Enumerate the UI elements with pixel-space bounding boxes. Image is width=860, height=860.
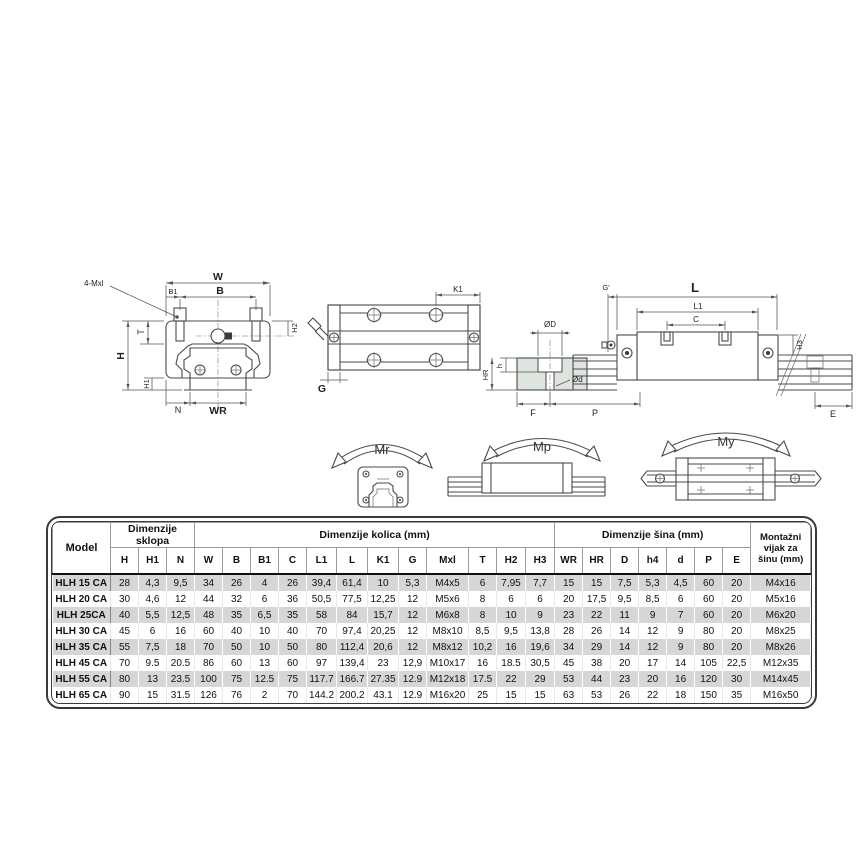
side-p-label: P bbox=[591, 408, 599, 418]
value-cell: 22 bbox=[497, 671, 526, 687]
value-cell: 70 bbox=[307, 623, 337, 639]
value-cell: 2 bbox=[251, 687, 279, 703]
value-cell: 12,9 bbox=[399, 655, 427, 671]
column-header: h4 bbox=[639, 548, 667, 575]
value-cell: 4,6 bbox=[139, 591, 167, 607]
value-cell: 26 bbox=[611, 687, 639, 703]
value-cell: 10 bbox=[497, 607, 526, 623]
top-g-label: G bbox=[317, 383, 327, 395]
side-h3-label: H3 bbox=[795, 340, 804, 350]
value-cell: 20 bbox=[723, 623, 751, 639]
value-cell: M8x10 bbox=[427, 623, 469, 639]
value-cell: 7,5 bbox=[611, 574, 639, 591]
value-cell: 18 bbox=[667, 687, 695, 703]
value-cell: 26 bbox=[223, 574, 251, 591]
value-cell: 13,8 bbox=[526, 623, 555, 639]
value-cell: 32 bbox=[223, 591, 251, 607]
value-cell: M14x45 bbox=[751, 671, 811, 687]
value-cell: 34 bbox=[195, 574, 223, 591]
value-cell: 9,5 bbox=[497, 623, 526, 639]
value-cell: 60 bbox=[695, 591, 723, 607]
value-cell: 30 bbox=[111, 591, 139, 607]
value-cell: M5x6 bbox=[427, 591, 469, 607]
front-t-label: T bbox=[136, 329, 146, 335]
model-cell: HLH 45 CA bbox=[53, 655, 111, 671]
value-cell: 200.2 bbox=[337, 687, 368, 703]
column-header: E bbox=[723, 548, 751, 575]
moment-mp-diagram bbox=[435, 423, 615, 518]
value-cell: M4x16 bbox=[751, 574, 811, 591]
column-header: HR bbox=[583, 548, 611, 575]
value-cell: M12x18 bbox=[427, 671, 469, 687]
column-header: T bbox=[469, 548, 497, 575]
column-header: d bbox=[667, 548, 695, 575]
value-cell: 20 bbox=[723, 639, 751, 655]
my-label: My bbox=[717, 434, 735, 449]
dimension-table-frame bbox=[46, 516, 817, 709]
group-header-mont: Montažni vijak za šinu (mm) bbox=[751, 523, 811, 575]
group-header-sklop: Dimenzije sklopa bbox=[111, 523, 195, 548]
model-header: Model bbox=[53, 523, 111, 575]
model-cell: HLH 55 CA bbox=[53, 671, 111, 687]
value-cell: 5,5 bbox=[139, 607, 167, 623]
top-view-geometry bbox=[308, 292, 480, 383]
value-cell: 20 bbox=[723, 574, 751, 591]
value-cell: 12.9 bbox=[399, 687, 427, 703]
value-cell: 70 bbox=[195, 639, 223, 655]
value-cell: 7,5 bbox=[139, 639, 167, 655]
column-header: W bbox=[195, 548, 223, 575]
value-cell: 97,4 bbox=[337, 623, 368, 639]
value-cell: M5x16 bbox=[751, 591, 811, 607]
value-cell: 25 bbox=[469, 687, 497, 703]
value-cell: 50 bbox=[223, 639, 251, 655]
value-cell: 12 bbox=[639, 623, 667, 639]
model-cell: HLH 15 CA bbox=[53, 574, 111, 591]
value-cell: 14 bbox=[611, 639, 639, 655]
front-view-drawing bbox=[80, 270, 305, 425]
value-cell: 13 bbox=[251, 655, 279, 671]
value-cell: 53 bbox=[583, 687, 611, 703]
front-n-label: N bbox=[174, 405, 182, 415]
value-cell: 75 bbox=[223, 671, 251, 687]
column-header: Mxl bbox=[427, 548, 469, 575]
front-view-geometry bbox=[110, 281, 294, 412]
value-cell: 43.1 bbox=[368, 687, 399, 703]
value-cell: 15 bbox=[583, 574, 611, 591]
value-cell: 7,95 bbox=[497, 574, 526, 591]
value-cell: 105 bbox=[695, 655, 723, 671]
value-cell: 12 bbox=[167, 591, 195, 607]
value-cell: 76 bbox=[223, 687, 251, 703]
value-cell: 6 bbox=[667, 591, 695, 607]
value-cell: 97 bbox=[307, 655, 337, 671]
value-cell: 40 bbox=[223, 623, 251, 639]
value-cell: 50 bbox=[279, 639, 307, 655]
value-cell: 35 bbox=[279, 607, 307, 623]
value-cell: 12 bbox=[639, 639, 667, 655]
side-g2-label: G' bbox=[602, 283, 610, 292]
column-header: WR bbox=[555, 548, 583, 575]
value-cell: M6x20 bbox=[751, 607, 811, 623]
side-h-label: h bbox=[495, 363, 504, 369]
value-cell: 8,5 bbox=[469, 623, 497, 639]
value-cell: 15 bbox=[497, 687, 526, 703]
column-header: K1 bbox=[368, 548, 399, 575]
value-cell: 9 bbox=[667, 639, 695, 655]
value-cell: 15 bbox=[139, 687, 167, 703]
value-cell: 44 bbox=[195, 591, 223, 607]
value-cell: 12 bbox=[399, 639, 427, 655]
side-e-label: E bbox=[829, 409, 837, 419]
value-cell: 22 bbox=[639, 687, 667, 703]
value-cell: 11 bbox=[611, 607, 639, 623]
value-cell: 14 bbox=[667, 655, 695, 671]
value-cell: 40 bbox=[279, 623, 307, 639]
value-cell: 166.7 bbox=[337, 671, 368, 687]
value-cell: 6,5 bbox=[251, 607, 279, 623]
value-cell: 15 bbox=[526, 687, 555, 703]
value-cell: 23.5 bbox=[167, 671, 195, 687]
value-cell: 6 bbox=[139, 623, 167, 639]
value-cell: 12,5 bbox=[167, 607, 195, 623]
table-row bbox=[53, 591, 811, 607]
value-cell: 70 bbox=[111, 655, 139, 671]
group-header-row bbox=[53, 523, 811, 548]
side-c-label: C bbox=[693, 315, 699, 324]
table-row bbox=[53, 655, 811, 671]
side-f-label: F bbox=[530, 408, 536, 418]
value-cell: 12.5 bbox=[251, 671, 279, 687]
value-cell: 6 bbox=[469, 574, 497, 591]
column-header: L1 bbox=[307, 548, 337, 575]
value-cell: 50,5 bbox=[307, 591, 337, 607]
column-header: H3 bbox=[526, 548, 555, 575]
value-cell: 15,7 bbox=[368, 607, 399, 623]
table-row bbox=[53, 671, 811, 687]
value-cell: 150 bbox=[695, 687, 723, 703]
mr-label: Mr bbox=[374, 442, 390, 457]
front-wr-label: WR bbox=[209, 405, 227, 417]
value-cell: M10x17 bbox=[427, 655, 469, 671]
value-cell: 45 bbox=[111, 623, 139, 639]
value-cell: 30,5 bbox=[526, 655, 555, 671]
value-cell: 80 bbox=[695, 623, 723, 639]
column-header-row bbox=[53, 548, 811, 575]
value-cell: 60 bbox=[695, 574, 723, 591]
value-cell: 75 bbox=[279, 671, 307, 687]
value-cell: 60 bbox=[223, 655, 251, 671]
value-cell: 9.5 bbox=[139, 655, 167, 671]
model-cell: HLH 30 CA bbox=[53, 623, 111, 639]
value-cell: 17,5 bbox=[583, 591, 611, 607]
value-cell: 70 bbox=[279, 687, 307, 703]
side-od2-label: Ød bbox=[572, 375, 583, 384]
side-l1-label: L1 bbox=[693, 302, 703, 311]
model-cell: HLH 35 CA bbox=[53, 639, 111, 655]
side-od-label: ØD bbox=[544, 320, 556, 329]
top-k1-label: K1 bbox=[453, 285, 463, 294]
value-cell: M8x25 bbox=[751, 623, 811, 639]
value-cell: 7,7 bbox=[526, 574, 555, 591]
value-cell: 16 bbox=[667, 671, 695, 687]
value-cell: 44 bbox=[583, 671, 611, 687]
model-cell: HLH 65 CA bbox=[53, 687, 111, 703]
column-header: B bbox=[223, 548, 251, 575]
column-header: H bbox=[111, 548, 139, 575]
value-cell: 45 bbox=[555, 655, 583, 671]
value-cell: 20,6 bbox=[368, 639, 399, 655]
value-cell: 84 bbox=[337, 607, 368, 623]
value-cell: 10 bbox=[251, 639, 279, 655]
value-cell: 9 bbox=[639, 607, 667, 623]
column-header: H1 bbox=[139, 548, 167, 575]
value-cell: 20 bbox=[723, 591, 751, 607]
value-cell: 38 bbox=[583, 655, 611, 671]
value-cell: 144.2 bbox=[307, 687, 337, 703]
front-b-label: B bbox=[216, 285, 224, 297]
value-cell: 60 bbox=[195, 623, 223, 639]
mp-label: Mp bbox=[532, 439, 552, 454]
value-cell: 23 bbox=[611, 671, 639, 687]
group-header-kolica: Dimenzije kolica (mm) bbox=[195, 523, 555, 548]
value-cell: 31.5 bbox=[167, 687, 195, 703]
value-cell: 12 bbox=[399, 591, 427, 607]
value-cell: 29 bbox=[526, 671, 555, 687]
side-l-label: L bbox=[691, 280, 699, 295]
value-cell: 4,3 bbox=[139, 574, 167, 591]
table-row bbox=[53, 639, 811, 655]
table-row bbox=[53, 687, 811, 703]
value-cell: 20 bbox=[639, 671, 667, 687]
column-header: N bbox=[167, 548, 195, 575]
value-cell: 30 bbox=[723, 671, 751, 687]
moment-my-diagram bbox=[633, 413, 823, 521]
side-view-geometry bbox=[486, 294, 852, 409]
value-cell: 9 bbox=[526, 607, 555, 623]
value-cell: 20 bbox=[555, 591, 583, 607]
value-cell: M4x5 bbox=[427, 574, 469, 591]
value-cell: 77,5 bbox=[337, 591, 368, 607]
value-cell: 12,25 bbox=[368, 591, 399, 607]
value-cell: 20 bbox=[611, 655, 639, 671]
front-callout-label: 4-Mxl bbox=[84, 279, 104, 288]
value-cell: 12.9 bbox=[399, 671, 427, 687]
value-cell: M8x12 bbox=[427, 639, 469, 655]
value-cell: M12x35 bbox=[751, 655, 811, 671]
value-cell: 8 bbox=[469, 591, 497, 607]
value-cell: 23 bbox=[555, 607, 583, 623]
value-cell: 16 bbox=[469, 655, 497, 671]
value-cell: 17.5 bbox=[469, 671, 497, 687]
value-cell: 9,5 bbox=[167, 574, 195, 591]
value-cell: 8,5 bbox=[639, 591, 667, 607]
value-cell: 139,4 bbox=[337, 655, 368, 671]
value-cell: 35 bbox=[723, 687, 751, 703]
value-cell: 120 bbox=[695, 671, 723, 687]
value-cell: 7 bbox=[667, 607, 695, 623]
value-cell: 4,5 bbox=[667, 574, 695, 591]
value-cell: 13 bbox=[139, 671, 167, 687]
value-cell: 16 bbox=[167, 623, 195, 639]
column-header: D bbox=[611, 548, 639, 575]
value-cell: 6 bbox=[526, 591, 555, 607]
value-cell: 28 bbox=[111, 574, 139, 591]
value-cell: 9 bbox=[667, 623, 695, 639]
front-h2-label: H2 bbox=[290, 323, 299, 333]
value-cell: 10,2 bbox=[469, 639, 497, 655]
value-cell: 58 bbox=[307, 607, 337, 623]
value-cell: 12 bbox=[399, 623, 427, 639]
value-cell: 112,4 bbox=[337, 639, 368, 655]
value-cell: 126 bbox=[195, 687, 223, 703]
value-cell: 90 bbox=[111, 687, 139, 703]
front-h1-label: H1 bbox=[142, 379, 151, 389]
table-row bbox=[53, 623, 811, 639]
value-cell: 6 bbox=[497, 591, 526, 607]
value-cell: 8 bbox=[469, 607, 497, 623]
value-cell: 10 bbox=[251, 623, 279, 639]
value-cell: M6x8 bbox=[427, 607, 469, 623]
value-cell: 14 bbox=[611, 623, 639, 639]
value-cell: 80 bbox=[111, 671, 139, 687]
column-header: B1 bbox=[251, 548, 279, 575]
mp-geometry bbox=[448, 439, 605, 497]
value-cell: M16x20 bbox=[427, 687, 469, 703]
side-view-drawing bbox=[480, 268, 860, 420]
value-cell: 20.5 bbox=[167, 655, 195, 671]
value-cell: 36 bbox=[279, 591, 307, 607]
front-w-label: W bbox=[213, 271, 223, 283]
value-cell: 26 bbox=[583, 623, 611, 639]
value-cell: 35 bbox=[223, 607, 251, 623]
value-cell: 27.35 bbox=[368, 671, 399, 687]
value-cell: 22,5 bbox=[723, 655, 751, 671]
side-hr-label: HR bbox=[481, 369, 490, 381]
front-b1-label: B1 bbox=[168, 287, 178, 296]
value-cell: 60 bbox=[695, 607, 723, 623]
value-cell: 5,3 bbox=[399, 574, 427, 591]
value-cell: 4 bbox=[251, 574, 279, 591]
group-header-sina: Dimenzije šina (mm) bbox=[555, 523, 751, 548]
dimension-table bbox=[52, 522, 811, 703]
column-header: P bbox=[695, 548, 723, 575]
value-cell: 28 bbox=[555, 623, 583, 639]
value-cell: 29 bbox=[583, 639, 611, 655]
column-header: L bbox=[337, 548, 368, 575]
value-cell: 63 bbox=[555, 687, 583, 703]
value-cell: 19,6 bbox=[526, 639, 555, 655]
value-cell: 22 bbox=[583, 607, 611, 623]
value-cell: 80 bbox=[695, 639, 723, 655]
table-row bbox=[53, 607, 811, 623]
value-cell: 23 bbox=[368, 655, 399, 671]
value-cell: 20 bbox=[723, 607, 751, 623]
value-cell: 39,4 bbox=[307, 574, 337, 591]
column-header: C bbox=[279, 548, 307, 575]
table-row bbox=[53, 574, 811, 591]
value-cell: 17 bbox=[639, 655, 667, 671]
column-header: H2 bbox=[497, 548, 526, 575]
value-cell: 60 bbox=[279, 655, 307, 671]
value-cell: 40 bbox=[111, 607, 139, 623]
dimension-table-inner-frame bbox=[51, 521, 812, 704]
value-cell: 100 bbox=[195, 671, 223, 687]
value-cell: 10 bbox=[368, 574, 399, 591]
moment-mr-diagram bbox=[325, 423, 440, 518]
value-cell: M16x50 bbox=[751, 687, 811, 703]
table-body bbox=[53, 574, 811, 703]
value-cell: 6 bbox=[251, 591, 279, 607]
value-cell: 48 bbox=[195, 607, 223, 623]
column-header: G bbox=[399, 548, 427, 575]
value-cell: 16 bbox=[497, 639, 526, 655]
value-cell: 15 bbox=[555, 574, 583, 591]
value-cell: 26 bbox=[279, 574, 307, 591]
value-cell: 20,25 bbox=[368, 623, 399, 639]
value-cell: 86 bbox=[195, 655, 223, 671]
value-cell: M8x26 bbox=[751, 639, 811, 655]
value-cell: 5,3 bbox=[639, 574, 667, 591]
value-cell: 117.7 bbox=[307, 671, 337, 687]
value-cell: 34 bbox=[555, 639, 583, 655]
value-cell: 80 bbox=[307, 639, 337, 655]
model-cell: HLH 25CA bbox=[53, 607, 111, 623]
top-view-drawing bbox=[295, 282, 490, 397]
value-cell: 61,4 bbox=[337, 574, 368, 591]
value-cell: 18 bbox=[167, 639, 195, 655]
value-cell: 18.5 bbox=[497, 655, 526, 671]
value-cell: 53 bbox=[555, 671, 583, 687]
value-cell: 9,5 bbox=[611, 591, 639, 607]
model-cell: HLH 20 CA bbox=[53, 591, 111, 607]
value-cell: 12 bbox=[399, 607, 427, 623]
front-h-label: H bbox=[115, 352, 127, 360]
value-cell: 55 bbox=[111, 639, 139, 655]
